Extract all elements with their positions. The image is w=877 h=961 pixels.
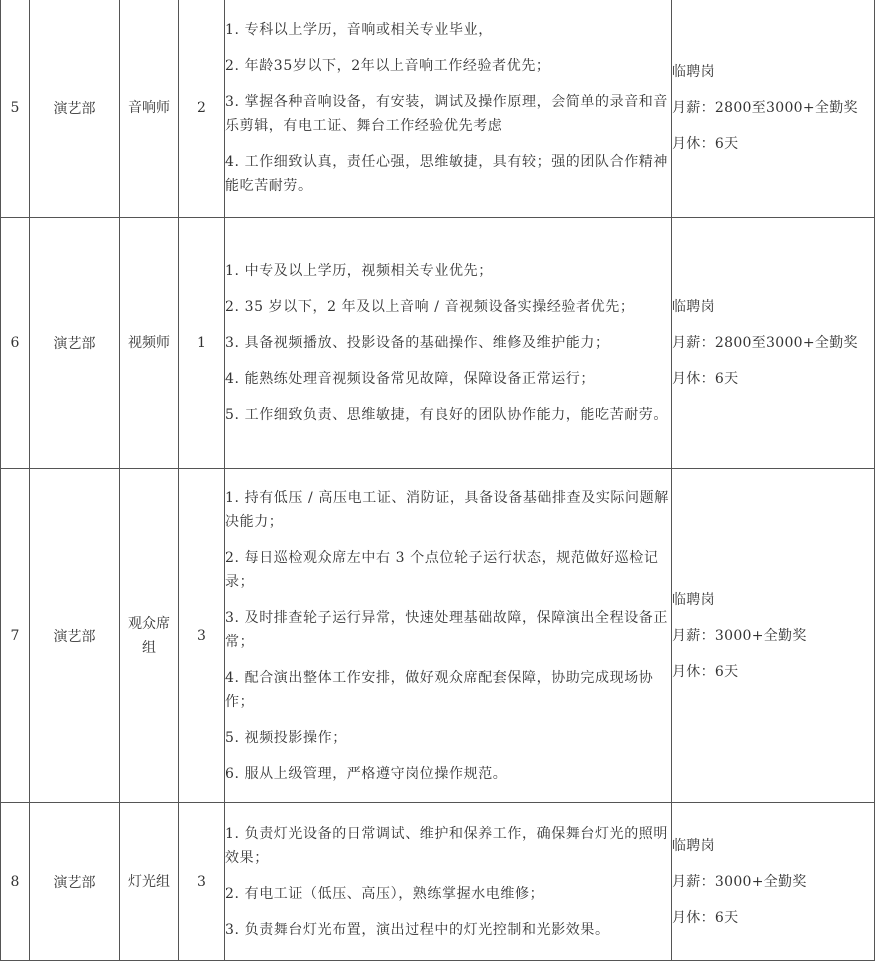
job-table-body <box>1 0 875 961</box>
position-label: 灯光组 <box>128 873 170 890</box>
requirements-cell <box>225 803 672 961</box>
requirement-item: 2. 年龄35岁以下，2年以上音响工作经验者优先； <box>225 58 551 74</box>
requirement-item: 3. 负责舞台灯光布置，演出过程中的灯光控制和光影效果。 <box>225 921 610 938</box>
requirements-cell <box>225 0 672 218</box>
row-number: 5 <box>1 0 30 218</box>
requirement-item: 4. 工作细致认真，责任心强，思维敏捷，具有较；强的团队合作精神能吃苦耐劳。 <box>225 154 669 194</box>
position-label: 视频师 <box>128 335 170 351</box>
requirement-item: 5. 视频投影操作； <box>225 729 347 746</box>
salary-text: 月薪：3000+全勤奖 <box>672 873 807 890</box>
department-cell: 演艺部 <box>30 469 120 803</box>
headcount-cell: 3 <box>179 803 225 961</box>
requirement-item: 1. 中专及以上学历，视频相关专业优先； <box>225 263 493 279</box>
department-cell: 演艺部 <box>30 0 120 218</box>
row-number: 7 <box>1 469 30 803</box>
requirement-item: 2. 每日巡检观众席左中右 3 个点位轮子运行状态，规范做好巡检记录； <box>225 549 659 590</box>
rest-days-text: 月休：6天 <box>672 371 739 387</box>
salary-text: 月薪：2800至3000+全勤奖 <box>672 335 858 351</box>
requirement-item: 2. 有电工证（低压、高压），熟练掌握水电维修； <box>225 885 545 902</box>
position-label: 音响师 <box>128 100 170 116</box>
benefits-cell <box>672 0 875 218</box>
salary-text: 月薪：2800至3000+全勤奖 <box>672 100 858 116</box>
job-type: 临聘岗 <box>672 299 715 315</box>
requirement-item: 4. 能熟练处理音视频设备常见故障，保障设备正常运行； <box>225 371 596 387</box>
headcount-cell: 1 <box>179 218 225 469</box>
benefits-cell <box>672 218 875 469</box>
department-cell: 演艺部 <box>30 218 120 469</box>
requirements-cell <box>225 469 672 803</box>
requirement-item: 2. 35 岁以下，2 年及以上音响 / 音视频设备实操经验者优先； <box>225 299 635 315</box>
row-number: 6 <box>1 218 30 469</box>
position-cell <box>120 469 179 803</box>
requirement-item: 4. 配合演出整体工作安排，做好观众席配套保障，协助完成现场协作； <box>225 669 654 710</box>
job-type: 临聘岗 <box>672 591 715 608</box>
requirement-item: 3. 掌握各种音响设备，有安装，调试及操作原理，会简单的录音和音乐剪辑，有电工证、舞台工作经验优先考虑 <box>225 94 669 134</box>
department-cell: 演艺部 <box>30 803 120 961</box>
benefits-cell <box>672 803 875 961</box>
table-row <box>1 0 875 218</box>
headcount-cell: 3 <box>179 469 225 803</box>
position-cell <box>120 0 179 218</box>
requirement-item: 3. 及时排查轮子运行异常，快速处理基础故障，保障演出全程设备正常； <box>225 609 669 650</box>
requirement-item: 5. 工作细致负责、思维敏捷，有良好的团队协作能力，能吃苦耐劳。 <box>225 407 669 423</box>
requirement-item: 1. 专科以上学历，音响或相关专业毕业， <box>225 22 493 38</box>
position-cell <box>120 218 179 469</box>
position-cell <box>120 803 179 961</box>
requirements-cell <box>225 218 672 469</box>
rest-days-text: 月休：6天 <box>672 663 739 680</box>
requirement-item: 6. 服从上级管理，严格遵守岗位操作规范。 <box>225 765 508 782</box>
job-type: 临聘岗 <box>672 837 715 854</box>
requirement-item: 1. 负责灯光设备的日常调试、维护和保养工作，确保舞台灯光的照明效果； <box>225 825 669 866</box>
job-type: 临聘岗 <box>672 64 715 80</box>
headcount-cell: 2 <box>179 0 225 218</box>
benefits-cell <box>672 469 875 803</box>
rest-days-text: 月休：6天 <box>672 909 739 926</box>
requirement-item: 3. 具备视频播放、投影设备的基础操作、维修及维护能力； <box>225 335 610 351</box>
table-row <box>1 218 875 469</box>
position-label: 观众席组 <box>128 615 170 656</box>
row-number: 8 <box>1 803 30 961</box>
requirement-item: 1. 持有低压 / 高压电工证、消防证，具备设备基础排查及实际问题解决能力； <box>225 489 669 530</box>
table-row <box>1 469 875 803</box>
rest-days-text: 月休：6天 <box>672 136 739 152</box>
salary-text: 月薪：3000+全勤奖 <box>672 627 807 644</box>
table-row <box>1 803 875 961</box>
